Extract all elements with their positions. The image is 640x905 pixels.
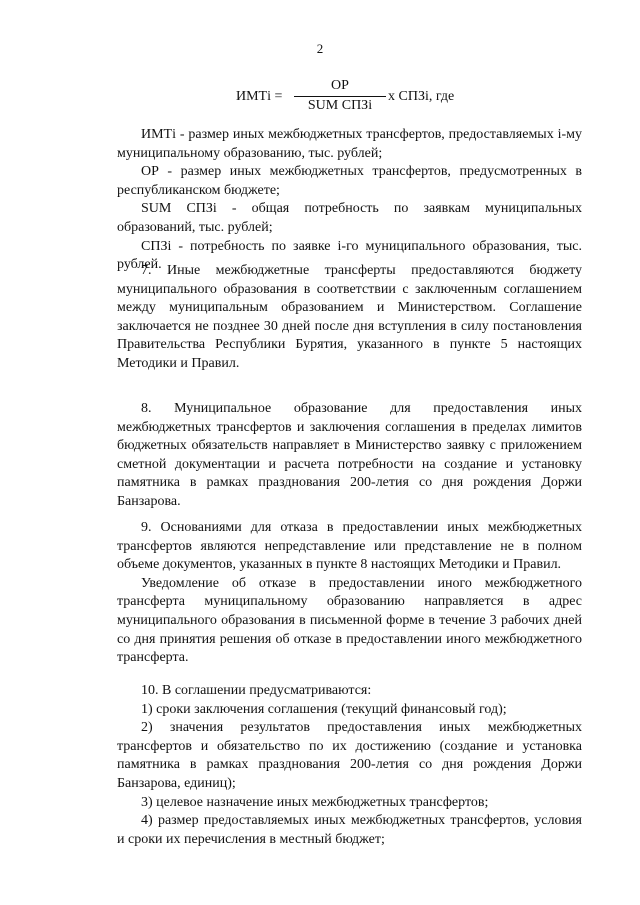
formula-lhs: ИМТi = (236, 89, 283, 104)
section-10-item: 1) сроки заключения соглашения (текущий финансовый год); (141, 701, 507, 717)
fraction-bar (294, 96, 386, 97)
section-10-heading: 10. В соглашении предусматриваются: (141, 683, 372, 698)
definition-paragraph: ИМТi - размер иных межбюджетных трансфертов, предоставляемых i-му муниципальному образованию, тыс. рублей; (117, 127, 582, 161)
formula-rhs: x СПЗi, где (388, 89, 455, 104)
definition-paragraph: SUM СПЗi - общая потребность по заявкам муниципальных образований, тыс. рублей; (117, 201, 582, 235)
definition-paragraph: ОР - размер иных межбюджетных трансфертов, предусмотренных в республиканском бюджете; (117, 164, 582, 198)
section-9-paragraph: Уведомление об отказе в предоставлении иного межбюджетного трансферта муниципальному образованию направляется в адрес муниципального образования в письменной форме в течение 3 рабочих дней со дня принятия решения об отказе в предоставлении иного межбюджетного трансферта. (117, 575, 582, 666)
formula-definitions (117, 126, 582, 275)
section-9-paragraph: 9. Основаниями для отказа в предоставлении иных межбюджетных трансфертов являются непредставление или представление не в полном объеме документов, указанных в пункте 8 настоящих Методики и Правил. (117, 520, 582, 573)
formula-denominator: SUM СПЗi (307, 98, 373, 113)
section-10 (117, 682, 582, 849)
section-10-item: 2) значения результатов предоставления иных межбюджетных трансфертов и обязательство по их достижению (создание и установка памятника в рамках празднования 200-летия со дня рождения Доржи Банзарова, единиц); (117, 720, 582, 791)
allocation-formula (236, 78, 476, 122)
definition-paragraph: СПЗi - потребность по заявке i-го муниципального образования, тыс. рублей. (117, 238, 582, 273)
formula-fraction (294, 78, 386, 114)
section-8 (117, 400, 582, 512)
section-9 (117, 519, 582, 668)
section-10-item: 3) целевое назначение иных межбюджетных трансфертов; (141, 794, 489, 810)
section-7-paragraph: 7. Иные межбюджетные трансферты предоставляются бюджету муниципального образования в соответствии с заключенным соглашением между муниципальным образованием и Министерством. Соглашение заключается не позднее 30 дней после дня вступления в силу постановления Правительства Республики Бурятия, указанного в пункте 5 настоящих Методики и Правил. (117, 263, 582, 371)
formula-numerator: ОР (331, 78, 349, 93)
section-8-paragraph: 8. Муниципальное образование для предоставления иных межбюджетных трансфертов и заключения соглашения в пределах лимитов бюджетных обязательств направляет в Министерство заявку с приложением сметной документации и расчета потребности на создание и установку памятника в рамках празднования 200-летия со дня рождения Доржи Банзарова. (117, 401, 582, 509)
page-number: 2 (316, 41, 324, 56)
section-10-item: 4) размер предоставляемых иных межбюджетных трансфертов, условия и сроки их перечисления в местный бюджет; (117, 813, 582, 847)
section-7 (117, 262, 582, 374)
